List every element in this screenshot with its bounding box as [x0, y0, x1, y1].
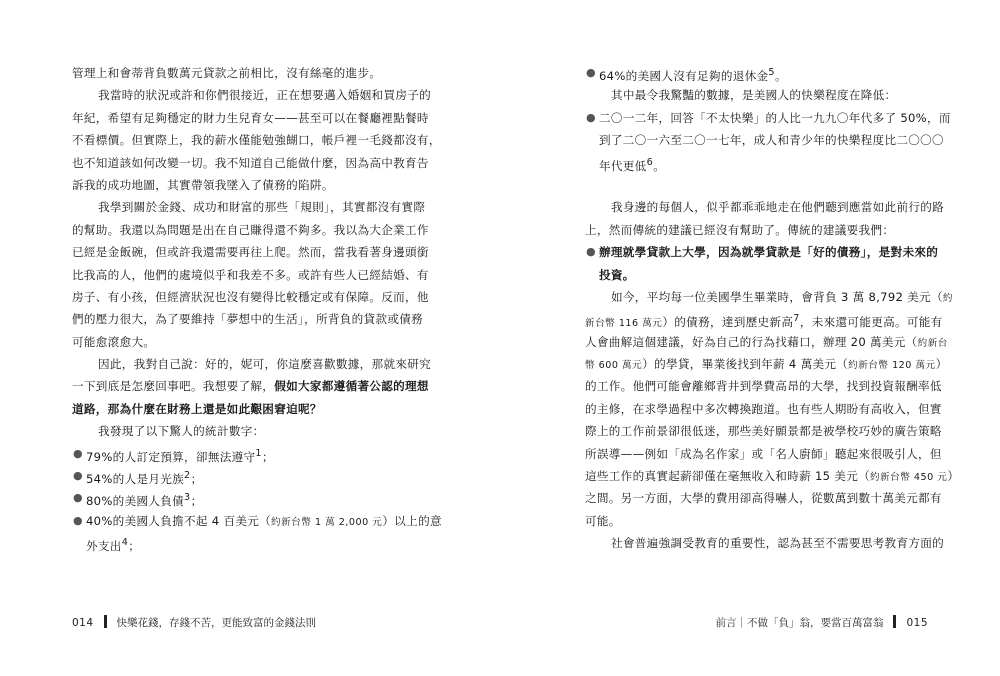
- line-text: ）: [947, 469, 960, 484]
- punctuation: 。: [775, 68, 787, 83]
- paragraph-line: 房子、有小孩，但經濟狀況也沒有變得比較穩定或有保障。反而，他: [72, 289, 429, 304]
- paragraph-line: 已經是金飯碗，但或許我還需要再往上爬。然而，當我看著身邊頭銜: [72, 245, 429, 260]
- left-text-column: [72, 62, 442, 555]
- bullet-icon: ●: [73, 446, 83, 460]
- bullet-text: 年代更低: [599, 158, 647, 173]
- page-number: 015: [906, 617, 928, 629]
- bullet-item: [585, 62, 945, 84]
- bullet-text: 64%的美國人沒有足夠的退休金: [599, 68, 769, 83]
- bullet-text: 辦理就學貸款上大學，因為就學貸款是「好的債務」，是對未來的: [599, 245, 939, 260]
- paragraph-line: 的主修，在求學過程中多次轉換跑道。也有些人期盼有高收入，但實: [585, 401, 942, 416]
- footnote-ref: 3: [184, 492, 191, 504]
- footnote-ref: 2: [184, 470, 191, 482]
- line-text: 人會曲解這個建議，好為自己的行為找藉口，辦理 20 萬美元（: [585, 334, 918, 349]
- paragraph-line: [585, 308, 945, 330]
- right-footer: [715, 614, 928, 632]
- paragraph-line: 我身邊的每個人，似乎都乖乖地走在他們聽到應當如此前行的路: [611, 200, 945, 215]
- punctuation: 。: [653, 158, 666, 173]
- bullet-text: 外支出: [86, 539, 122, 554]
- footer-divider: [104, 615, 107, 628]
- bullet-icon: ●: [73, 513, 83, 527]
- page-number: 014: [72, 617, 94, 629]
- bullet-continuation: [585, 152, 945, 174]
- paragraph-line: 訴我的成功地圖，其實帶領我墜入了債務的陷阱。: [72, 177, 334, 192]
- bullet-icon: ●: [586, 245, 596, 259]
- line-text: 一下到底是怎麼回事吧。我想要了解，: [72, 379, 275, 394]
- paragraph-line: 年紀，希望有足夠穩定的財力生兒育女——甚至可以在餐廳裡點餐時: [72, 110, 429, 125]
- bullet-icon: ●: [586, 110, 596, 124]
- paragraph-line: 可能。: [585, 513, 621, 528]
- emphasis-text: 假如大家都遵循著公認的理想: [274, 379, 429, 394]
- paragraph-line: [585, 353, 948, 375]
- paragraph-line: 們的壓力很大，為了要維持「夢想中的生活」，所背負的貸款或債務: [72, 312, 424, 327]
- punctuation: ；: [190, 471, 203, 486]
- bullet-item: [72, 510, 442, 532]
- bullet-item: [585, 107, 951, 129]
- book-title: 快樂花錢，存錢不苦，更能致富的金錢法則: [116, 617, 317, 629]
- paragraph-line: 不看標價。但實際上，我的薪水僅能勉強餬口，帳戶裡一毛錢都沒有，: [72, 133, 441, 148]
- paragraph-line: 際上的工作前景卻很低迷，那些美好願景都是被學校巧妙的廣告策略: [585, 424, 942, 439]
- currency-note: 幣 600 萬元: [585, 360, 643, 372]
- bullet-text: 40%的美國人負擔不起 4 百美元（: [86, 513, 272, 528]
- line-text: ）的債務，達到歷史新高: [662, 315, 794, 330]
- currency-note: 約新台幣 1 萬 2,000 元: [271, 516, 383, 528]
- paragraph-line: 管理上和會蒂背負數萬元貸款之前相比，沒有絲毫的進步。: [72, 66, 382, 80]
- bullet-text: ）以上的意: [382, 513, 442, 528]
- paragraph-line: 其中最令我驚豔的數據，是美國人的快樂程度在降低：: [611, 88, 897, 103]
- paragraph-line: 比我高的人，他們的處境似乎和我差不多。或許有些人已經結婚、有: [72, 267, 429, 282]
- line-text: ）的學貸，畢業後找到年薪 4 萬美元（: [642, 357, 849, 372]
- line-text: ）: [935, 357, 948, 372]
- punctuation: ；: [190, 494, 203, 509]
- left-footer: [72, 614, 316, 632]
- paragraph-line: 我發現了以下驚人的統計數字：: [98, 424, 265, 439]
- paragraph-gap: [585, 174, 945, 196]
- paragraph-line: 的幫助。我還以為問題是出在自己賺得還不夠多。我以為大企業工作: [72, 222, 429, 237]
- paragraph-line: 也不知道該如何改變一切。我不知道自己能做什麼，因為高中教育告: [72, 155, 429, 170]
- bullet-text: 二〇一二年，回答「不太快樂」的人比一九九〇年代多了 50%，而: [599, 110, 951, 125]
- bullet-icon: ●: [73, 491, 83, 505]
- bullet-text: 80%的美國人負債: [86, 494, 185, 509]
- currency-note: 約新台幣 120 萬元: [848, 360, 936, 372]
- footer-divider: [893, 615, 896, 628]
- bullet-continuation: [72, 532, 432, 554]
- bullet-continuation: 投資。: [599, 267, 635, 282]
- footnote-ref: 4: [121, 537, 129, 549]
- bullet-text: 54%的人是月光族: [86, 471, 185, 486]
- paragraph-line: 因此，我對自己說：好的，妮可，你這麼喜歡數據，那就來研究: [98, 357, 432, 372]
- paragraph-line: [585, 331, 948, 353]
- line-text: 如今，平均每一位美國學生畢業時，會背負 3 萬 8,792 美元（: [611, 289, 943, 304]
- right-text-column: [585, 62, 960, 555]
- paragraph-line: 之間。另一方面，大學的費用卻高得嚇人，從數萬到數十萬美元都有: [585, 491, 942, 506]
- line-text: 這些工作的真實起薪卻僅在毫無收入和時薪 15 美元（: [585, 469, 870, 484]
- bullet-item: [585, 241, 945, 263]
- currency-note: 約: [942, 292, 953, 304]
- paragraph-line: [72, 375, 432, 397]
- paragraph-line: [585, 286, 953, 308]
- chapter-title: 前言｜不做「負」翁，要當百萬富翁: [715, 617, 884, 629]
- paragraph-line: 可能愈滾愈大。: [72, 334, 156, 349]
- bullet-item: [72, 443, 432, 465]
- bullet-continuation: 到了二〇一六至二〇一七年，成人和青少年的快樂程度比二〇〇〇: [599, 133, 944, 148]
- paragraph-line: 所誤導——例如「成為名作家」或「名人廚師」聽起來很吸引人，但: [585, 446, 942, 461]
- emphasis-line: 道路，那為什麼在財務上還是如此艱困窘迫呢？: [72, 401, 322, 416]
- punctuation: ；: [128, 539, 141, 554]
- footnote-ref: 6: [646, 156, 654, 168]
- currency-note: 新台幣 116 萬元: [585, 318, 663, 330]
- paragraph-line: [585, 465, 960, 487]
- footnote-ref: 7: [793, 313, 800, 325]
- paragraph-line: 社會普遍強調受教育的重要性，認為甚至不需要思考教育方面的: [611, 536, 945, 551]
- currency-note: 約新台: [917, 337, 948, 349]
- bullet-item: [72, 487, 432, 509]
- currency-note: 約新台幣 450 元: [870, 472, 948, 484]
- bullet-icon: ●: [586, 66, 596, 79]
- right-page: [500, 0, 1000, 676]
- punctuation: ；: [262, 449, 274, 464]
- paragraph-line: 我學到關於金錢、成功和財富的那些「規則」，其實都沒有實際: [98, 200, 426, 215]
- bullet-item: [72, 465, 432, 487]
- footnote-ref: 5: [768, 67, 776, 78]
- paragraph-line: 的工作。他們可能會離鄉背井到學費高昂的大學，找到投資報酬率低: [585, 379, 942, 394]
- paragraph-line: 我當時的狀況或許和你們很接近，正在想要邁入婚姻和買房子的: [98, 88, 432, 103]
- line-text: ，未來還可能更高。可能有: [799, 315, 943, 330]
- bullet-text: 79%的人訂定預算，卻無法遵守: [86, 449, 256, 464]
- footnote-ref: 1: [255, 447, 263, 459]
- paragraph-line: 上，然而傳統的建議已經沒有幫助了。傳統的建議要我們：: [585, 222, 895, 237]
- bullet-icon: ●: [73, 469, 83, 483]
